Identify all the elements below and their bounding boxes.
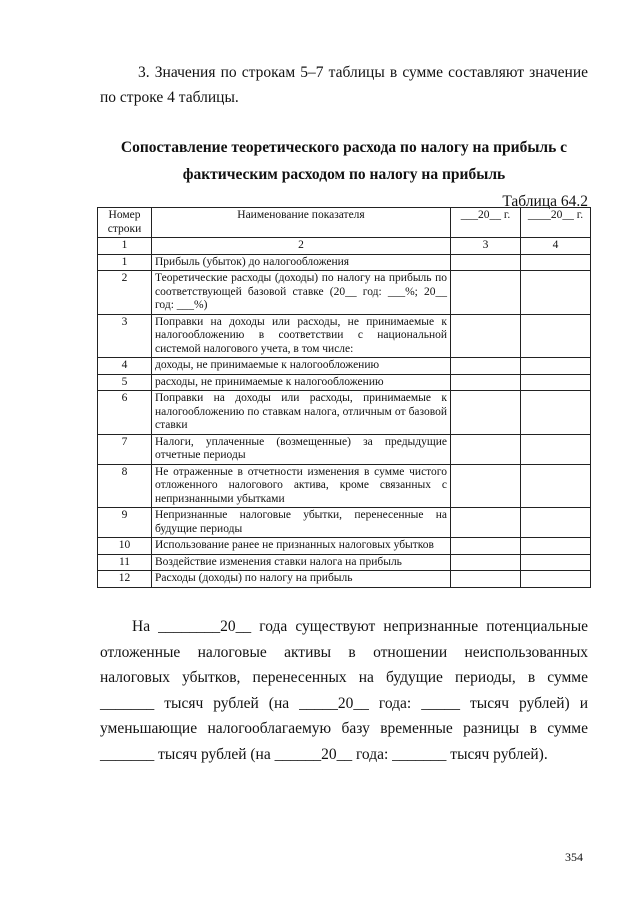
indicator-name: расходы, не принимаемые к налогообложению [152, 374, 451, 391]
col-number: 4 [521, 238, 591, 255]
value-cell-year-1[interactable] [451, 374, 521, 391]
col-number: 3 [451, 238, 521, 255]
value-cell-year-1[interactable] [451, 314, 521, 358]
value-cell-year-2[interactable] [521, 314, 591, 358]
row-number: 9 [98, 508, 152, 538]
header-indicator: Наименование показателя [152, 208, 451, 238]
table-header-row [98, 208, 591, 238]
indicator-name: Прибыль (убыток) до налогообложения [152, 254, 451, 271]
row-number: 4 [98, 358, 152, 375]
row-number: 3 [98, 314, 152, 358]
row-number: 7 [98, 434, 152, 464]
value-cell-year-2[interactable] [521, 391, 591, 435]
row-number: 2 [98, 271, 152, 315]
tax-comparison-table [97, 207, 591, 588]
value-cell-year-2[interactable] [521, 538, 591, 555]
table-row [98, 254, 591, 271]
value-cell-year-1[interactable] [451, 508, 521, 538]
table-row [98, 271, 591, 315]
table-title-line-1: Сопоставление теоретического расхода по налогу на прибыль с [120, 139, 568, 156]
indicator-name: Поправки на доходы или расходы, принимаемые к налогообложению по ставкам налога, отличным от базовой ставки [152, 391, 451, 435]
table-row [98, 434, 591, 464]
indicator-name: Не отраженные в отчетности изменения в сумме чистого отложенного налогового актива, кроме связанных с непризнанными убытками [152, 464, 451, 508]
value-cell-year-2[interactable] [521, 464, 591, 508]
col-number: 1 [98, 238, 152, 255]
row-number: 10 [98, 538, 152, 555]
header-row-number: Номер строки [98, 208, 152, 238]
indicator-name: Непризнанные налоговые убытки, перенесенные на будущие периоды [152, 508, 451, 538]
indicator-name: Расходы (доходы) по налогу на прибыль [152, 571, 451, 588]
indicator-name: Поправки на доходы или расходы, не принимаемые к налогообложению в соответствии с национальной системой налогового учета, в том числе: [152, 314, 451, 358]
table-row [98, 538, 591, 555]
row-number: 11 [98, 554, 152, 571]
indicator-name: Использование ранее не признанных налоговых убытков [152, 538, 451, 555]
table-row [98, 374, 591, 391]
value-cell-year-1[interactable] [451, 538, 521, 555]
value-cell-year-1[interactable] [451, 571, 521, 588]
value-cell-year-1[interactable] [451, 554, 521, 571]
header-year-1: ___20__ г. [451, 208, 521, 238]
value-cell-year-2[interactable] [521, 434, 591, 464]
table-row [98, 508, 591, 538]
value-cell-year-1[interactable] [451, 464, 521, 508]
table-row [98, 571, 591, 588]
value-cell-year-2[interactable] [521, 271, 591, 315]
indicator-name: Воздействие изменения ставки налога на прибыль [152, 554, 451, 571]
value-cell-year-2[interactable] [521, 571, 591, 588]
row-number: 8 [98, 464, 152, 508]
value-cell-year-2[interactable] [521, 358, 591, 375]
table-row [98, 554, 591, 571]
indicator-name: Теоретические расходы (доходы) по налогу на прибыль по соответствующей базовой ставке (20__ год: ___%; 20__ год: ___%) [152, 271, 451, 315]
value-cell-year-2[interactable] [521, 508, 591, 538]
row-number: 12 [98, 571, 152, 588]
indicator-name: Налоги, уплаченные (возмещенные) за предыдущие отчетные периоды [152, 434, 451, 464]
table-row [98, 464, 591, 508]
value-cell-year-1[interactable] [451, 358, 521, 375]
row-number: 5 [98, 374, 152, 391]
value-cell-year-1[interactable] [451, 254, 521, 271]
row-number: 1 [98, 254, 152, 271]
column-number-row [98, 238, 591, 255]
value-cell-year-2[interactable] [521, 374, 591, 391]
col-number: 2 [152, 238, 451, 255]
indicator-name: доходы, не принимаемые к налогообложению [152, 358, 451, 375]
value-cell-year-2[interactable] [521, 554, 591, 571]
table-row [98, 391, 591, 435]
value-cell-year-1[interactable] [451, 391, 521, 435]
intro-paragraph: 3. Значения по строкам 5–7 таблицы в сумме составляют значение по строке 4 таблицы. [100, 64, 588, 106]
table-row [98, 358, 591, 375]
value-cell-year-1[interactable] [451, 271, 521, 315]
final-paragraph: На ________20__ года существуют непризнанные потенциальные отложенные налоговые активы в отношении неиспользованных налоговых убытков, перенесенных на будущие периоды, в сумме _______ тысяч рублей (на _____20__ года: _____ тысяч рублей) и уменьшающие налогооблагаемую базу временные разницы в сумме _______ тысяч рублей (на ______20__ года: _______ тысяч рублей). [100, 618, 588, 763]
value-cell-year-1[interactable] [451, 434, 521, 464]
header-year-2: ____20__ г. [521, 208, 591, 238]
row-number: 6 [98, 391, 152, 435]
value-cell-year-2[interactable] [521, 254, 591, 271]
table-caption: Таблица 64.2 [502, 193, 588, 210]
table-row [98, 314, 591, 358]
page-number: 354 [565, 850, 583, 864]
table-title-line-2: фактическим расходом по налогу на прибыль [182, 166, 506, 183]
